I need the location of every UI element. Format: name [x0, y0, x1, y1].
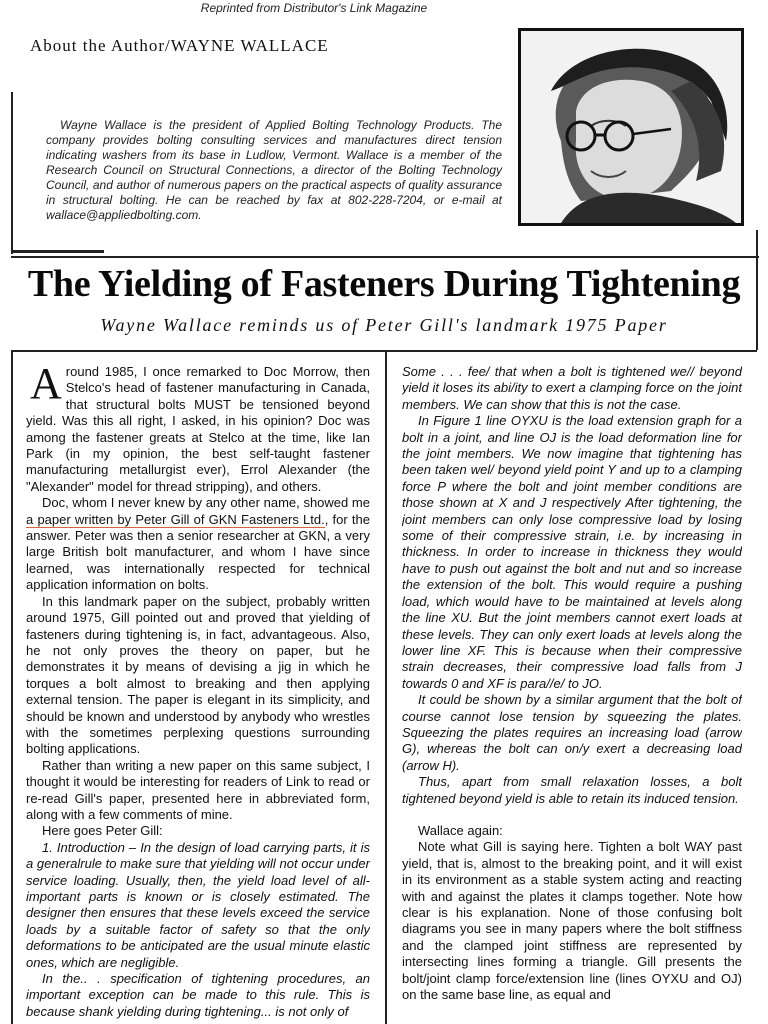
- gill-quote-paragraph: In the.. . specification of tightening procedures, an important exception can be made to this rule. This is because shank yielding during tightening... is not only of: [26, 971, 370, 1019]
- gill-quote-paragraph: 1. Introduction – In the design of load carrying parts, it is a generalrule to make sure that yielding will not occur under service loading. Usually, then, the yield load level of all-important parts is known or is closely estimated. The designer then ensures that these levels exceed the service loads by a suitable factor of safety so that the only deformations to be anticipated are the usual minute elastic ones, which are negligible.: [26, 839, 370, 970]
- paragraph: round 1985, I once remarked to Doc Morrow, then Stelco's head of fastener manufacturing in Canada, that structural bolts MUST be tensioned beyond yield. Was this all right, I asked, in his opinion? Doc was among the fastener greats at Stelco at the time, like Ian Park (in my opinion, the best self-taught fastener manufacturing metallurgist ever), Errol Alexander (the "Alexander" model for thread stripping), and others.: [26, 364, 370, 494]
- column-divider: [385, 350, 387, 1024]
- author-photo: [518, 28, 744, 226]
- bio-rule-top: [11, 250, 104, 253]
- gill-quote-paragraph: Some . . . fee/ that when a bolt is tightened we// beyond yield it loses its abi/ity to exert a clamping force on the joint members. We can show that this is not the case.: [402, 364, 742, 412]
- highlighted-reference: a paper written by Peter Gill of GKN Fasteners Ltd.: [26, 511, 325, 527]
- paragraph-end: , for the answer. Peter was then a senior researcher at GKN, a very large British bolt manufacturer, and whom I have since learned, was internationally respected for technical application information on bolts.: [26, 511, 370, 593]
- article-column-1: [26, 364, 370, 1024]
- article-column-2: [402, 364, 742, 1024]
- paragraph: Rather than writing a new paper on this same subject, I thought it would be interesting for readers of Link to read or re-read Gill's paper, presented here in abbreviated form, along with a few comments of mine.: [26, 757, 370, 822]
- column-rule-left-outer: [11, 350, 13, 1024]
- author-portrait: [521, 31, 741, 223]
- article-subtitle: Wayne Wallace reminds us of Peter Gill's landmark 1975 Paper: [100, 315, 668, 335]
- gill-quote-paragraph: Thus, apart from small relaxation losses, a bolt tightened beyond yield is able to retain its induced tension.: [402, 774, 742, 806]
- reprint-note: Reprinted from Distributor's Link Magazine: [200, 1, 428, 15]
- column-rule-top-right: [385, 350, 757, 352]
- author-bio-text: Wayne Wallace is the president of Applied Bolting Technology Products. The company provides bolting consulting services and manufactures direct tension indicating washers from its base in Ludlow, Vermont. Wallace is a member of the Research Council on Structural Connections, a director of the Bolting Technology Council, and author of numerous papers on the practical aspects of quality assurance in structural bolting. He can be reached by fax at 802-228-7204, or e-mail at wallace@appliedbolting.com.: [46, 118, 502, 222]
- column-rule-top-left: [11, 350, 385, 352]
- drop-cap: A: [30, 364, 62, 408]
- about-author-heading: About the Author/WAYNE WALLACE: [30, 36, 329, 55]
- paragraph: Here goes Peter Gill:: [42, 823, 163, 839]
- paragraph-start: Doc, whom I never knew by any other name, showed me: [42, 495, 370, 511]
- gill-quote-paragraph: It could be shown by a similar argument that the bolt of course cannot lose tension by squeezing the plates. Squeezing the plates requires an increasing load (arrow G), whereas the bolt can on/y exert a decreasing load (arrow H).: [402, 692, 742, 773]
- gill-quote-paragraph: In Figure 1 line OYXU is the load extension graph for a bolt in a joint, and line OJ is the load deformation line for the joint members. We now imagine that tightening has been taken wel/ beyond yield point Y and up to a clamping force P where the bolt and joint member conditions are those shown at X and J respectively After tightening, the joint members can only lose compressive load by losing some of their compressive strain, i.e. by increasing in thickness. In order to increase in thickness they would have to push out against the bolt and nut and so increase the extension of the bolt. This would require a pushing load, which would have to be maintained at levels along the line XU. But the joint members cannot exert loads at these levels. They can only exert loads at levels along the lower line XF. This is because when their compressive strain decreases, their compressive load falls from J towards 0 and XF is para//e/ to JO.: [402, 413, 742, 691]
- paragraph: Note what Gill is saying here. Tighten a bolt WAY past yield, that is, almost to the breaking point, and it will exist in its environment as a stable system acting and reacting with and against the plates it clamps together. Note how clear is his explanation. None of those confusing bolt diagrams you see in many papers where the bolt stiffness and the clamped joint stiffness are represented by intersecting lines forming a triangle. Gill presents the bolt/joint clamp force/extension line (lines OYXU and OJ) on the same base line, as equal and: [402, 839, 742, 1003]
- paragraph: In this landmark paper on the subject, probably written around 1975, Gill pointed out and proved that yielding of fasteners during tightening is, in fact, advantageous. Also, he not only proves the theory on paper, but he demonstrates it by means of devising a jig in which he torques a bolt almost to breaking and then applying external tension. The paper is elegant in its simplicity, and should be known and understood by anybody who wrestles with the sometimes perplexing questions surrounding bolting applications.: [26, 593, 370, 757]
- author-bio: [46, 118, 502, 223]
- article-title: The Yielding of Fasteners During Tightening: [27, 263, 741, 305]
- paragraph: Wallace again:: [418, 822, 503, 838]
- bio-left-rule: [11, 92, 13, 254]
- bio-rule-bottom: [11, 256, 759, 258]
